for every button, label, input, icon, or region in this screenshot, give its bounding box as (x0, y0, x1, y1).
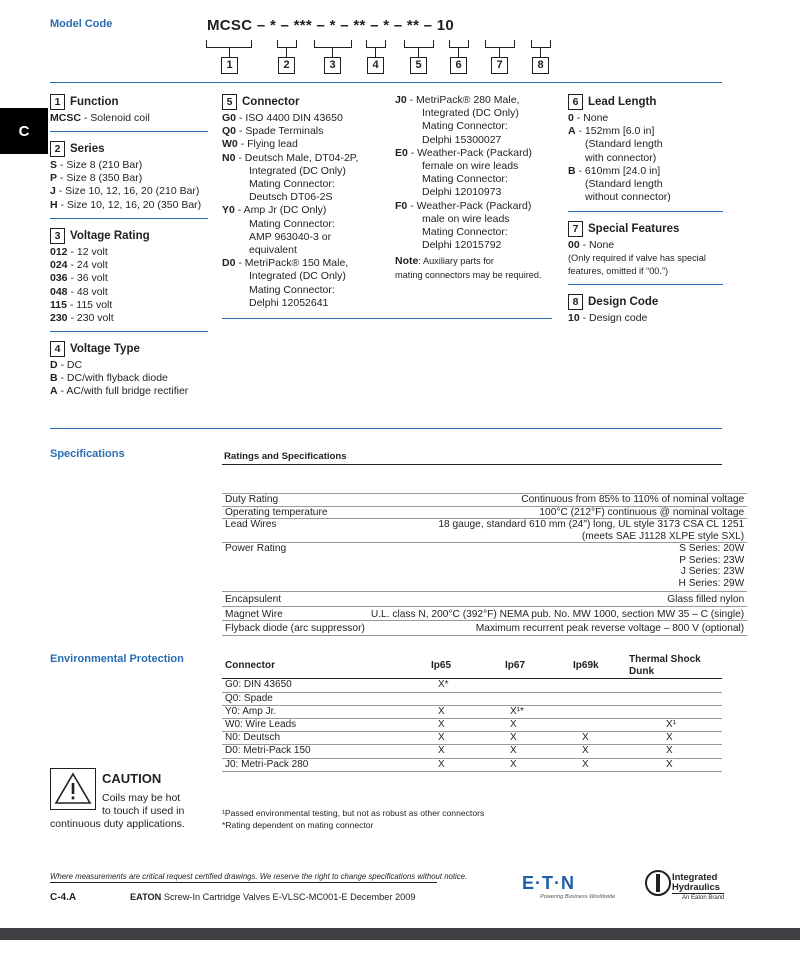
table-row (222, 543, 747, 592)
list-item: male on wire leads (422, 212, 510, 225)
table-row: J0: Metri-Pack 280 X X X X (222, 758, 722, 771)
table-row (222, 506, 747, 519)
section-number: 1 (50, 94, 65, 110)
list-item: 036 - 36 volt (50, 272, 108, 285)
list-item: 024 - 24 volt (50, 259, 108, 272)
list-item: W0 - Flying lead (222, 138, 298, 151)
table-row: N0: Deutsch X X X X (222, 732, 722, 745)
divider (568, 284, 723, 285)
divider (568, 211, 723, 212)
list-item: MCSC - Solenoid coil (50, 112, 150, 124)
column-header: Ip65 (431, 660, 452, 672)
special-features-note: features, omitted if “00.”) (568, 266, 669, 277)
section-tab: C (0, 108, 48, 154)
list-item: Mating Connector: (422, 226, 508, 239)
spec-value: S Series: 20W P Series: 23W J Series: 23W H Series: 29W (678, 543, 745, 589)
code-box-5: 5 (410, 57, 427, 74)
spec-name: Operating temperature (225, 506, 328, 518)
bottom-bar (0, 928, 800, 940)
environmental-label: Environmental Protection (50, 653, 184, 665)
stem-4 (375, 47, 376, 57)
caution-line: to touch if used in (102, 805, 185, 817)
column-header: Ip67 (505, 660, 526, 672)
spec-value: 18 gauge, standard 610 mm (24") long, UL style 3173 CSA CL 1251 (meets SAE J1128 XLPE style SXL) (438, 519, 745, 542)
lead-length-heading (568, 94, 728, 110)
list-item: D0 - MetriPack® 150 Male, (222, 257, 349, 270)
section-divider (50, 428, 722, 429)
code-box-8: 8 (532, 57, 549, 74)
table-header-row (222, 654, 722, 679)
list-item: 00 - None (568, 239, 615, 251)
connector-section (222, 94, 392, 310)
spec-name: Power Rating (225, 543, 287, 554)
environmental-table (222, 654, 722, 772)
spec-value: U.L. class N, 200°C (392°F) NEMA pub. No. MW 1000, section MW 35 – C (single) (370, 608, 745, 620)
list-item: 10 - Design code (568, 312, 648, 324)
list-item: Integrated (DC Only) (249, 270, 346, 283)
table-row (222, 592, 747, 607)
connector-note: Note: Auxiliary parts for (395, 255, 494, 268)
stem-5 (418, 47, 419, 57)
section-title: Series (70, 143, 105, 155)
special-features-heading (568, 221, 728, 237)
list-item: G0 - ISO 4400 DIN 43650 (222, 112, 343, 124)
divider (222, 318, 552, 319)
list-item: Mating Connector: (249, 283, 335, 296)
list-item: Q0 - Spade Terminals (222, 125, 324, 138)
list-item: (Standard length (585, 178, 663, 191)
list-item: with connector) (585, 151, 657, 164)
list-item: Delphi 12052641 (249, 296, 329, 309)
ih-rule (672, 893, 724, 894)
list-item: Delphi 12015792 (422, 239, 502, 252)
list-item: J - Size 10, 12, 16, 20 (210 Bar) (50, 185, 200, 198)
section-number: 6 (568, 94, 583, 110)
lead-length-section (568, 94, 728, 204)
column-header: Thermal Shock Dunk (629, 654, 701, 678)
footer-rule (50, 882, 437, 883)
model-code-label: Model Code (50, 18, 113, 30)
section-title: Lead Length (588, 96, 657, 108)
voltage-rating-heading (50, 228, 210, 244)
table-row: G0: DIN 43650 X* (222, 679, 722, 692)
special-features-section (568, 221, 728, 279)
stem-1 (229, 47, 230, 57)
list-item: H - Size 10, 12, 16, 20 (350 Bar) (50, 198, 202, 211)
env-footnote-1: ¹Passed environmental testing, but not as robust as other connectors (222, 808, 485, 818)
function-section (50, 94, 210, 125)
table-row: W0: Wire Leads X X X¹ (222, 719, 722, 732)
list-item: A - 152mm [6.0 in] (568, 125, 655, 138)
list-item: E0 - Weather-Pack (Packard) (395, 146, 532, 159)
list-item: 230 - 230 volt (50, 312, 114, 325)
code-box-4: 4 (367, 57, 384, 74)
connector-note-line2: mating connectors may be required. (395, 269, 542, 280)
list-item: Y0 - Amp Jr (DC Only) (222, 204, 327, 217)
integrated-hydraulics-icon (645, 870, 671, 896)
list-item: female on wire leads (422, 160, 519, 173)
ih-brand-line2: Hydraulics (672, 881, 720, 892)
connector-heading (222, 94, 392, 110)
spec-name: Flyback diode (arc suppressor) (225, 623, 365, 634)
connector-section-cont (395, 94, 560, 282)
section-title: Design Code (588, 296, 659, 308)
list-item: B - 610mm [24.0 in] (568, 164, 661, 177)
voltage-type-heading (50, 341, 220, 357)
voltage-rating-section (50, 228, 210, 325)
section-title: Connector (242, 96, 300, 108)
section-number: 2 (50, 141, 65, 157)
special-features-note: (Only required if valve has special (568, 253, 706, 264)
spec-name: Magnet Wire (225, 608, 283, 620)
list-item: A - AC/with full bridge rectifier (50, 385, 189, 398)
ih-brand-line3: An Eaton Brand (682, 895, 725, 901)
list-item: 012 - 12 volt (50, 246, 108, 258)
spec-name: Lead Wires (225, 519, 277, 530)
table-row (222, 494, 747, 507)
list-item: (Standard length (585, 138, 663, 151)
header-divider (50, 82, 722, 83)
spec-value: Continuous from 85% to 110% of nominal voltage (521, 494, 745, 505)
spec-name: Duty Rating (225, 494, 279, 505)
eaton-tagline: Powering Business Worldwide (540, 894, 616, 900)
stem-7 (499, 47, 500, 57)
column-header: Connector (225, 660, 275, 672)
design-code-heading (568, 294, 728, 310)
divider (50, 331, 208, 332)
list-item: Mating Connector: (249, 217, 335, 230)
specifications-table (222, 451, 745, 636)
section-title: Voltage Type (70, 343, 140, 355)
list-item: 0 - None (568, 112, 609, 124)
code-box-3: 3 (324, 57, 341, 74)
spec-name: Encapsulent (225, 594, 282, 605)
list-item: Mating Connector: (422, 173, 508, 186)
list-item: Mating Connector: (249, 178, 335, 191)
divider (50, 218, 208, 219)
list-item: D - DC (50, 359, 83, 371)
column-header: Ip69k (573, 660, 599, 672)
divider (50, 131, 208, 132)
list-item: without connector) (585, 191, 671, 204)
series-section (50, 141, 215, 212)
section-title: Special Features (588, 223, 680, 235)
page-number: C-4.A (50, 892, 77, 903)
caution-line: continuous duty applications. (50, 818, 185, 830)
design-code-section (568, 294, 728, 325)
list-item: equivalent (249, 244, 297, 257)
stem-6 (458, 47, 459, 57)
section-number: 4 (50, 341, 65, 357)
section-title: Function (70, 96, 119, 108)
list-item: Delphi 12010973 (422, 186, 502, 199)
code-box-6: 6 (450, 57, 467, 74)
list-item: Integrated (DC Only) (422, 107, 519, 120)
list-item: 115 - 115 volt (50, 298, 113, 311)
section-number: 5 (222, 94, 237, 110)
caution-icon (50, 768, 96, 810)
table-row (222, 606, 747, 621)
list-item: Integrated (DC Only) (249, 164, 346, 177)
stem-2 (286, 47, 287, 57)
list-item: S - Size 8 (210 Bar) (50, 159, 143, 171)
code-box-7: 7 (491, 57, 508, 74)
spec-table-title: Ratings and Specifications (222, 451, 722, 465)
voltage-type-section (50, 341, 220, 399)
stem-8 (540, 47, 541, 57)
list-item: Deutsch DT06-2S (249, 191, 333, 204)
table-row: D0: Metri-Pack 150 X X X X (222, 745, 722, 758)
spec-value: 100°C (212°F) continuous @ nominal voltage (539, 506, 745, 518)
footer-doc-info: EATON Screw-In Cartridge Valves E-VLSC-MC001-E December 2009 (130, 892, 416, 902)
stem-3 (332, 47, 333, 57)
list-item: AMP 963040-3 or (249, 230, 332, 243)
table-row (222, 621, 747, 636)
caution-title: CAUTION (102, 771, 162, 786)
code-box-1: 1 (221, 57, 238, 74)
env-footnote-2: *Rating dependent on mating connector (222, 820, 374, 830)
series-heading (50, 141, 215, 157)
section-number: 8 (568, 294, 583, 310)
section-number: 3 (50, 228, 65, 244)
list-item: Mating Connector: (422, 120, 508, 133)
specifications-label: Specifications (50, 448, 125, 460)
ih-brand-line1: Integrated (672, 871, 718, 882)
spec-value: Glass filled nylon (667, 594, 745, 605)
table-row: Y0: Amp Jr. X X¹* (222, 705, 722, 718)
table-row (222, 519, 747, 543)
list-item: F0 - Weather-Pack (Packard) (395, 199, 532, 212)
list-item: Delphi 15300027 (422, 133, 502, 146)
function-heading (50, 94, 210, 110)
list-item: J0 - MetriPack® 280 Male, (395, 94, 520, 106)
eaton-logo: E·T·N (522, 873, 575, 893)
section-title: Voltage Rating (70, 230, 150, 242)
footer-disclaimer: Where measurements are critical request certified drawings. We reserve the right to change specifications without notice. (50, 872, 468, 881)
list-item: P - Size 8 (350 Bar) (50, 172, 143, 185)
list-item: B - DC/with flyback diode (50, 372, 168, 385)
table-row: Q0: Spade (222, 692, 722, 705)
spec-value: Maximum recurrent peak reverse voltage – 800 V (optional) (475, 623, 745, 634)
model-code-string: MCSC – * – *** – * – ** – * – ** – 10 (207, 17, 455, 34)
list-item: N0 - Deutsch Male, DT04-2P, (222, 151, 359, 164)
code-box-2: 2 (278, 57, 295, 74)
section-number: 7 (568, 221, 583, 237)
list-item: 048 - 48 volt (50, 285, 108, 298)
caution-line: Coils may be hot (102, 792, 181, 804)
